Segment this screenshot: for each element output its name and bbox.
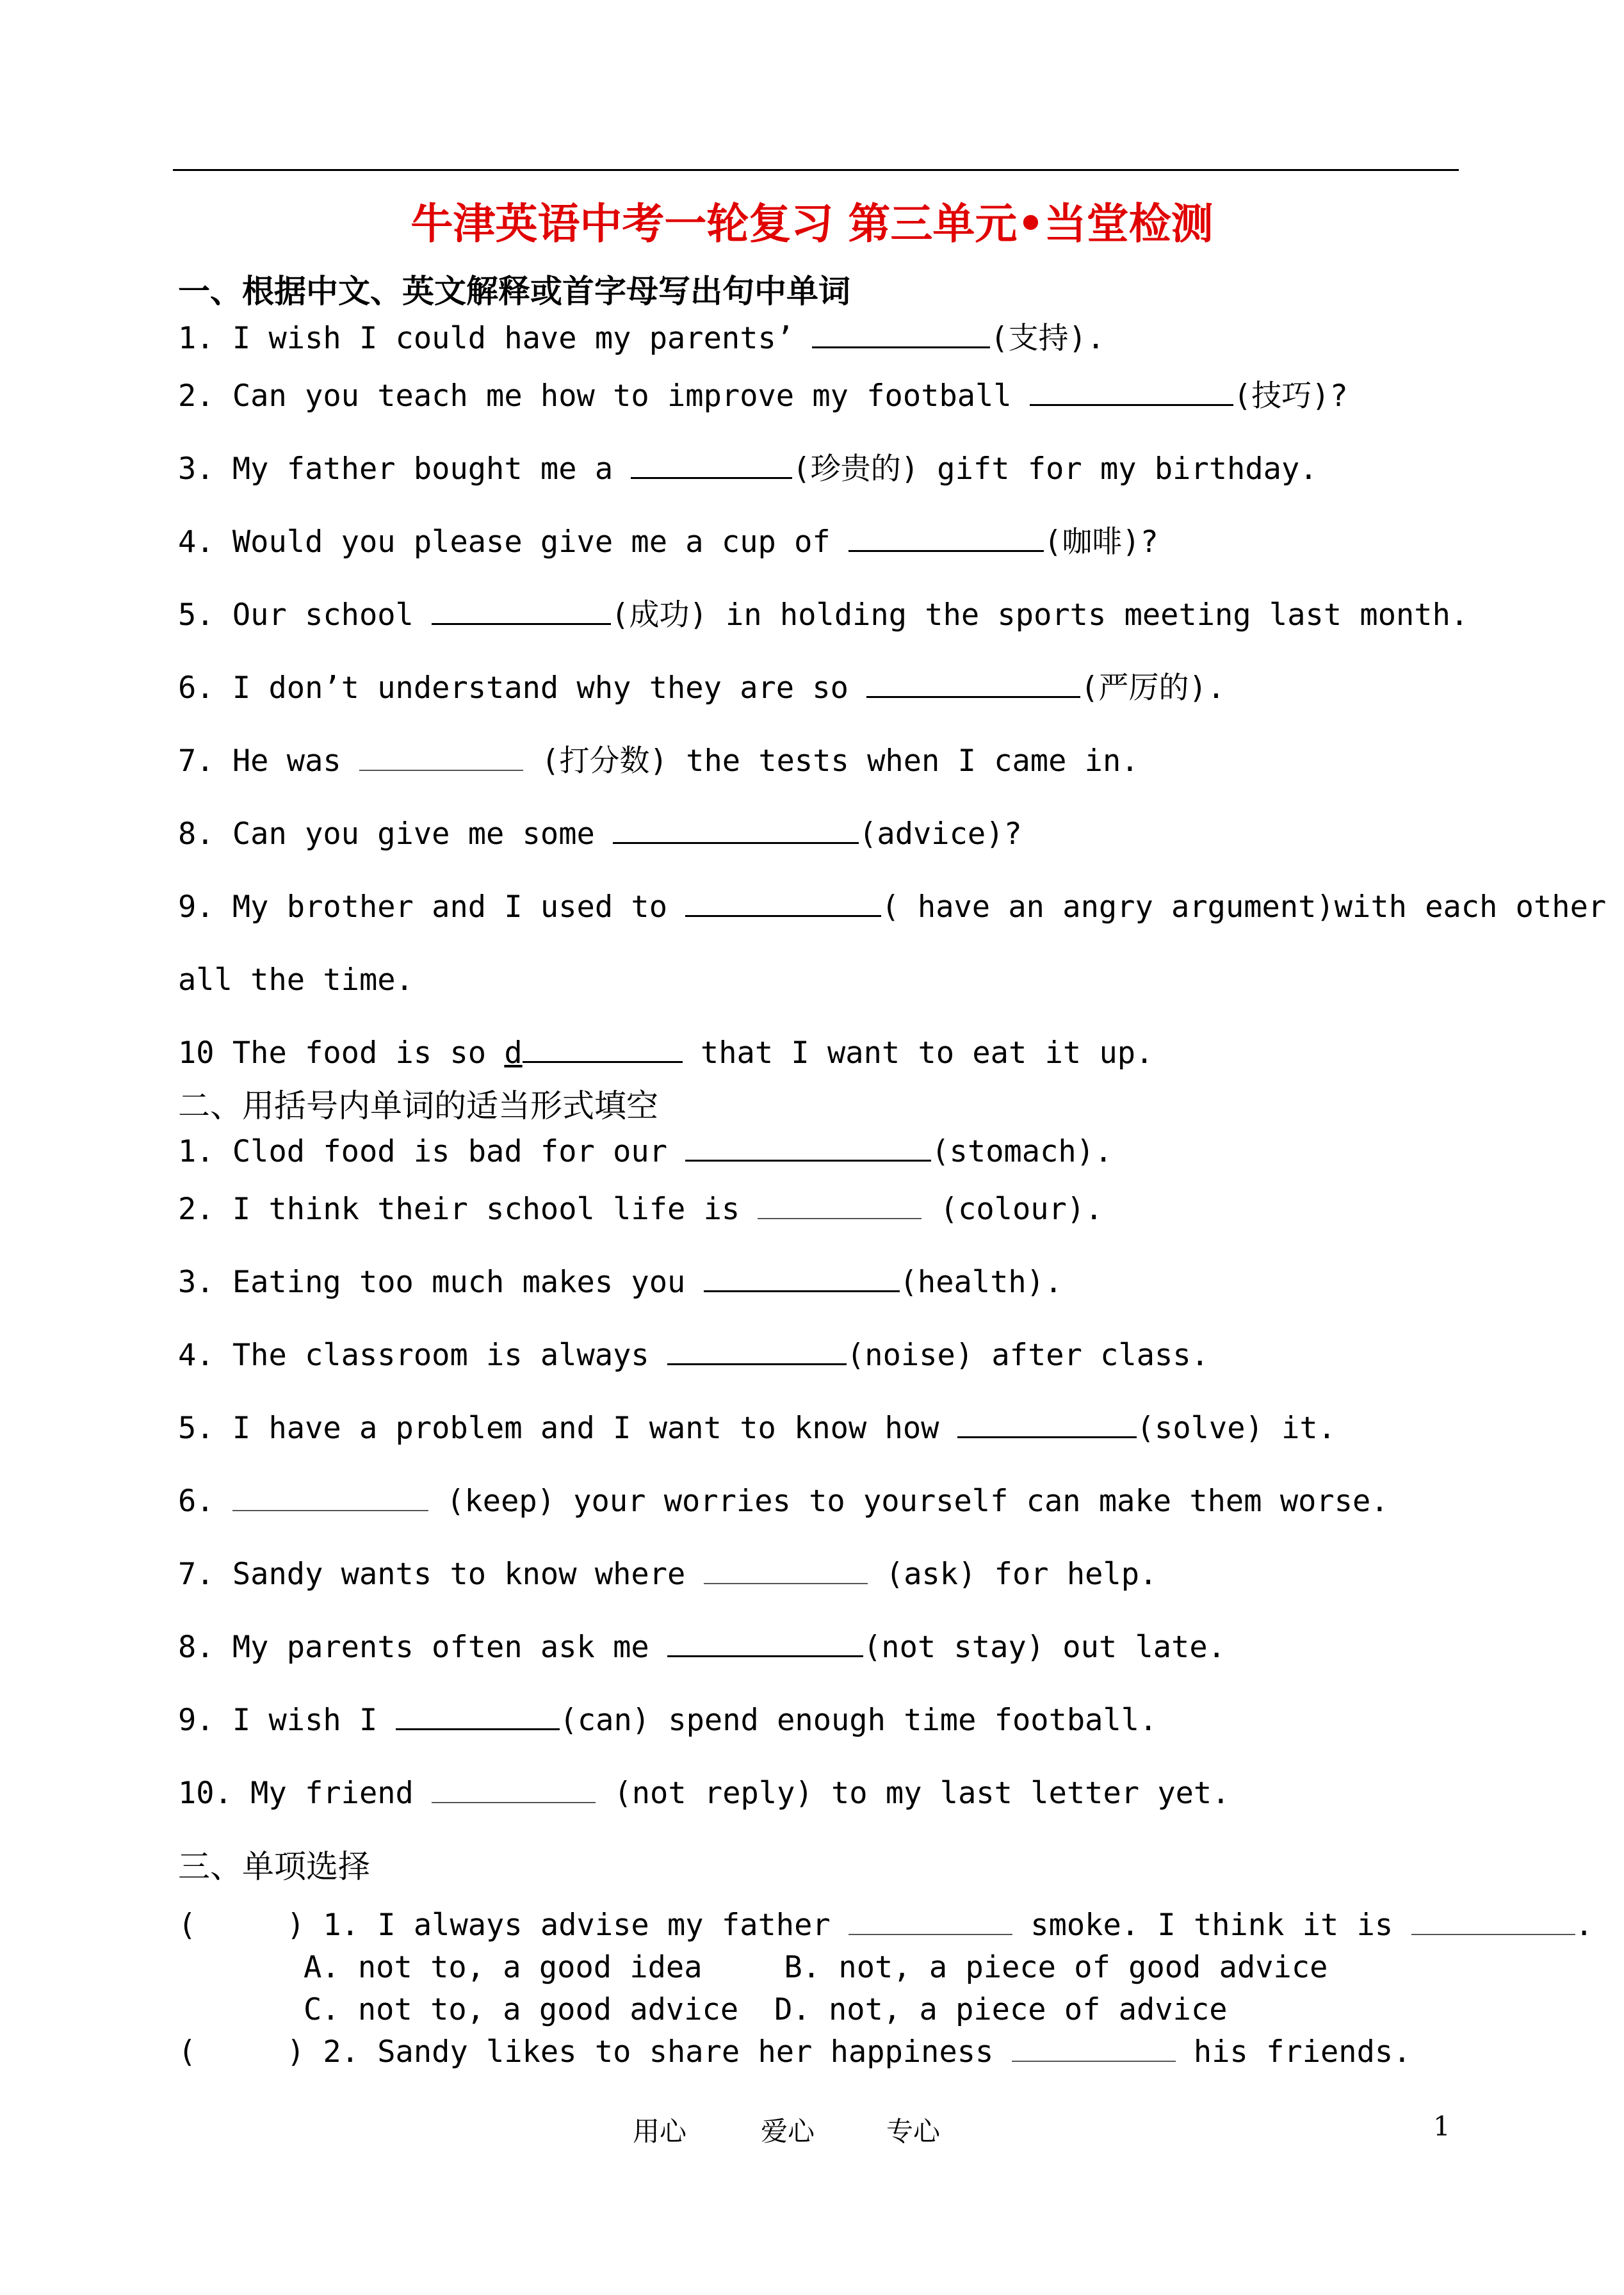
answer-blank[interactable] <box>849 524 1044 552</box>
section3-heading: 三、单项选择 <box>178 1848 370 1885</box>
answer-blank[interactable] <box>631 451 792 479</box>
s2-q9: 9. I wish I (can) spend enough time football. <box>178 1703 1158 1738</box>
footer-middle: 爱心 <box>761 2116 815 2147</box>
answer-paren[interactable]: ( ) <box>178 2034 305 2070</box>
answer-blank[interactable] <box>667 1338 847 1365</box>
answer-blank[interactable] <box>523 1035 683 1063</box>
answer-blank[interactable] <box>432 1776 596 1803</box>
s3-q1-options-ab <box>304 1947 1328 1989</box>
s2-q6: 6. (keep) your worries to yourself can make them worse. <box>178 1484 1389 1519</box>
header-rule <box>173 169 1459 171</box>
s2-q10: 10. My friend (not reply) to my last letter yet. <box>178 1776 1230 1811</box>
s1-q2: 2. Can you teach me how to improve my football (技巧)? <box>178 378 1348 414</box>
page-number: 1 <box>1433 2111 1450 2142</box>
s2-q7: 7. Sandy wants to know where (ask) for help. <box>178 1557 1158 1592</box>
answer-blank[interactable] <box>1030 378 1233 406</box>
section2-heading: 二、用括号内单词的适当形式填空 <box>178 1087 658 1124</box>
s2-q5: 5. I have a problem and I want to know how (solve) it. <box>178 1411 1336 1446</box>
s1-q7: 7. He was (打分数) the tests when I came in. <box>178 743 1139 779</box>
first-letter-hint: d <box>504 1035 523 1071</box>
s2-q2: 2. I think their school life is (colour). <box>178 1192 1103 1227</box>
option-d[interactable]: D. not, a piece of advice <box>774 1992 1228 2027</box>
s2-q1: 1. Clod food is bad for our (stomach). <box>178 1134 1113 1169</box>
page-title: 牛津英语中考一轮复习 第三单元•当堂检测 <box>410 199 1214 248</box>
section1-heading: 一、根据中文、英文解释或首字母写出句中单词 <box>178 273 850 310</box>
answer-blank[interactable] <box>432 597 611 625</box>
answer-blank[interactable] <box>849 1908 1012 1935</box>
answer-blank[interactable] <box>957 1411 1137 1438</box>
s2-q3: 3. Eating too much makes you (health). <box>178 1265 1063 1300</box>
s3-q1-options-cd <box>304 1989 1228 2031</box>
answer-paren[interactable]: ( ) <box>178 1908 305 1943</box>
s3-q2: ( ) 2. Sandy likes to share her happiness his friends. <box>178 2034 1411 2070</box>
answer-blank[interactable] <box>704 1557 868 1584</box>
option-c[interactable]: C. not to, a good advice <box>304 1992 739 2027</box>
s1-q4: 4. Would you please give me a cup of (咖啡)? <box>178 524 1158 560</box>
s1-q8: 8. Can you give me some (advice)? <box>178 816 1022 852</box>
answer-blank[interactable] <box>613 816 859 844</box>
answer-blank[interactable] <box>667 1630 863 1657</box>
option-a[interactable]: A. not to, a good idea <box>304 1950 702 1985</box>
answer-blank[interactable] <box>704 1265 900 1292</box>
answer-blank[interactable] <box>812 321 990 348</box>
answer-blank[interactable] <box>396 1703 560 1730</box>
answer-blank[interactable] <box>232 1484 428 1511</box>
s1-q9: 9. My brother and I used to ( have an angry argument)with each other <box>178 889 1607 925</box>
s1-q1: 1. I wish I could have my parents’ (支持). <box>178 321 1105 356</box>
option-b[interactable]: B. not, a piece of good advice <box>784 1950 1328 1985</box>
answer-blank[interactable] <box>359 744 523 771</box>
s1-q6: 6. I don’t understand why they are so (严厉的). <box>178 670 1226 706</box>
s1-q5: 5. Our school (成功) in holding the sports meeting last month. <box>178 597 1469 633</box>
answer-blank[interactable] <box>1411 1908 1575 1935</box>
s3-q1: ( ) 1. I always advise my father smoke. I think it is . <box>178 1908 1593 1943</box>
answer-blank[interactable] <box>1012 2035 1176 2062</box>
answer-blank[interactable] <box>685 1134 931 1162</box>
footer-left: 用心 <box>633 2116 687 2147</box>
s2-q8: 8. My parents often ask me (not stay) out late. <box>178 1630 1226 1665</box>
s1-q10: 10 The food is so d that I want to eat it up. <box>178 1035 1154 1071</box>
answer-blank[interactable] <box>758 1192 922 1219</box>
s2-q4: 4. The classroom is always (noise) after class. <box>178 1338 1209 1373</box>
answer-blank[interactable] <box>685 889 881 917</box>
footer-right: 专心 <box>886 2116 941 2147</box>
s1-q3: 3. My father bought me a (珍贵的) gift for my birthday. <box>178 451 1318 487</box>
s1-q9-cont: all the time. <box>178 962 414 998</box>
answer-blank[interactable] <box>866 670 1080 698</box>
